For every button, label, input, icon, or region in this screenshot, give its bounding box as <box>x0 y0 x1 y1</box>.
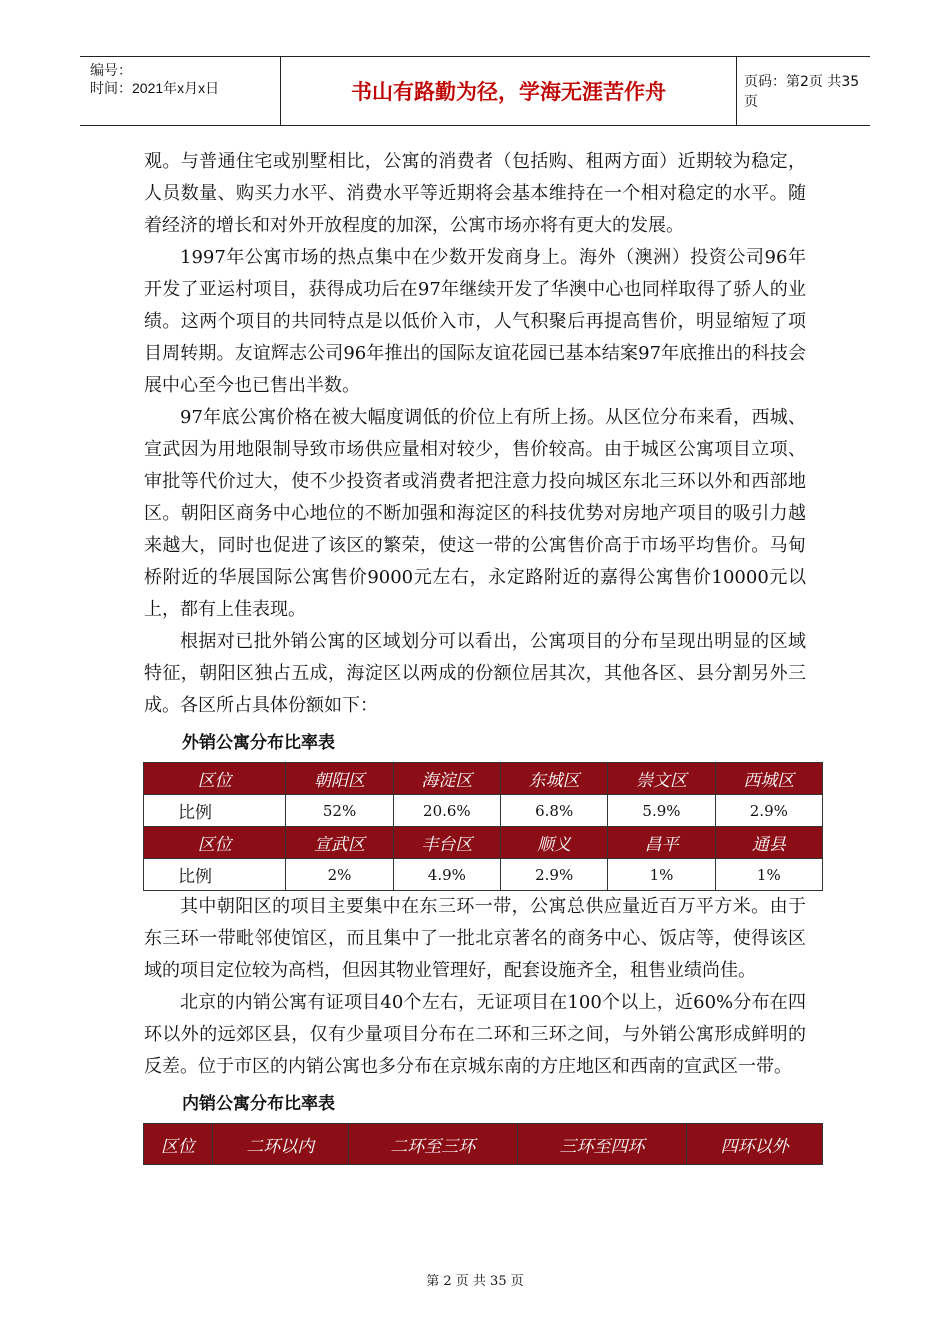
table-cell: 比例 <box>144 795 286 827</box>
table-header-cell: 东城区 <box>501 763 608 795</box>
table-header-cell: 宣武区 <box>286 827 393 859</box>
paragraph: 北京的内销公寓有证项目40个左右，无证项目在100个以上，近60%分布在四环以外的远郊区县，仅有少量项目分布在二环和三环之间，与外销公寓形成鲜明的反差。位于市区的内销公寓也多分布在京城东南的方庄地区和西南的宣武区一带。 <box>144 992 806 1077</box>
table-header-cell: 四环以外 <box>687 1124 823 1165</box>
table-header-cell: 朝阳区 <box>286 763 393 795</box>
table-header-row <box>144 763 823 795</box>
table-cell: 2% <box>286 859 393 891</box>
table-title-domestic-apartments: 内销公寓分布比率表 <box>182 1094 335 1114</box>
document-number-label: 编号： <box>90 62 132 78</box>
table-header-cell: 二环以内 <box>212 1124 348 1165</box>
table-header-cell: 昌平 <box>608 827 715 859</box>
table-cell: 2.9% <box>715 795 822 827</box>
table-header-cell: 区位 <box>144 1124 213 1165</box>
table-cell: 4.9% <box>393 859 500 891</box>
table-header-cell: 顺义 <box>501 827 608 859</box>
header-motto: 书山有路勤为径，学海无涯苦作舟 <box>280 57 737 125</box>
table-header-row <box>144 827 823 859</box>
document-body <box>144 146 806 1165</box>
table-cell: 6.8% <box>501 795 608 827</box>
table-cell: 比例 <box>144 859 286 891</box>
table-cell: 52% <box>286 795 393 827</box>
table-header-cell: 海淀区 <box>393 763 500 795</box>
paragraph: 1997年公寓市场的热点集中在少数开发商身上。海外（澳洲）投资公司96年开发了亚运村项目，获得成功后在97年继续开发了华澳中心也同样取得了骄人的业绩。这两个项目的共同特点是以低价入市，人气积聚后再提高售价，明显缩短了项目周转期。友谊辉志公司96年推出的国际友谊花园已基本结案97年底推出的科技会展中心至今也已售出半数。 <box>144 247 806 396</box>
table-row <box>144 795 823 827</box>
header-meta <box>80 57 280 125</box>
table-cell: 2.9% <box>501 859 608 891</box>
table-header-cell: 西城区 <box>715 763 822 795</box>
table-header-cell: 崇文区 <box>608 763 715 795</box>
paragraph: 观。与普通住宅或别墅相比，公寓的消费者（包括购、租两方面）近期较为稳定，人员数量、购买力水平、消费水平等近期将会基本维持在一个相对稳定的水平。随着经济的增长和对外开放程度的加深，公寓市场亦将有更大的发展。 <box>144 151 806 236</box>
table-header-cell: 二环至三环 <box>348 1124 517 1165</box>
paragraph: 97年底公寓价格在被大幅度调低的价位上有所上扬。从区位分布来看，西城、宣武因为用地限制导致市场供应量相对较少，售价较高。由于城区公寓项目立项、审批等代价过大，使不少投资者或消费者把注意力投向城区东北三环以外和西部地区。朝阳区商务中心地位的不断加强和海淀区的科技优势对房地产项目的吸引力越来越大，同时也促进了该区的繁荣，使这一带的公寓售价高于市场平均售价。马甸桥附近的华展国际公寓售价9000元左右，永定路附近的嘉得公寓售价10000元以上，都有上佳表现。 <box>144 407 806 620</box>
export-apartment-distribution-table <box>143 762 823 891</box>
page-footer: 第 2 页 共 35 页 <box>426 1274 524 1289</box>
document-time-label: 时间：2021年x月x日 <box>90 80 220 96</box>
table-header-cell: 区位 <box>144 763 286 795</box>
table-title-export-apartments: 外销公寓分布比率表 <box>182 733 335 753</box>
table-header-cell: 丰台区 <box>393 827 500 859</box>
table-header-cell: 三环至四环 <box>517 1124 686 1165</box>
table-header-cell: 区位 <box>144 827 286 859</box>
table-header-cell: 通县 <box>715 827 822 859</box>
table-cell: 1% <box>608 859 715 891</box>
table-cell: 5.9% <box>608 795 715 827</box>
domestic-apartment-distribution-table <box>143 1123 823 1165</box>
paragraph: 其中朝阳区的项目主要集中在东三环一带，公寓总供应量近百万平方米。由于东三环一带毗邻使馆区，而且集中了一批北京著名的商务中心、饭店等，使得该区域的项目定位较为高档，但因其物业管理好，配套设施齐全，租售业绩尚佳。 <box>144 896 806 981</box>
table-cell: 1% <box>715 859 822 891</box>
table-row <box>144 859 823 891</box>
table-cell: 20.6% <box>393 795 500 827</box>
table-header-row <box>144 1124 823 1165</box>
header-page-info: 页码：第2页 共35页 <box>744 74 860 110</box>
page-header <box>80 56 870 126</box>
paragraph: 根据对已批外销公寓的区域划分可以看出，公寓项目的分布呈现出明显的区域特征，朝阳区独占五成，海淀区以两成的份额位居其次，其他各区、县分割另外三成。各区所占具体份额如下： <box>144 631 806 716</box>
